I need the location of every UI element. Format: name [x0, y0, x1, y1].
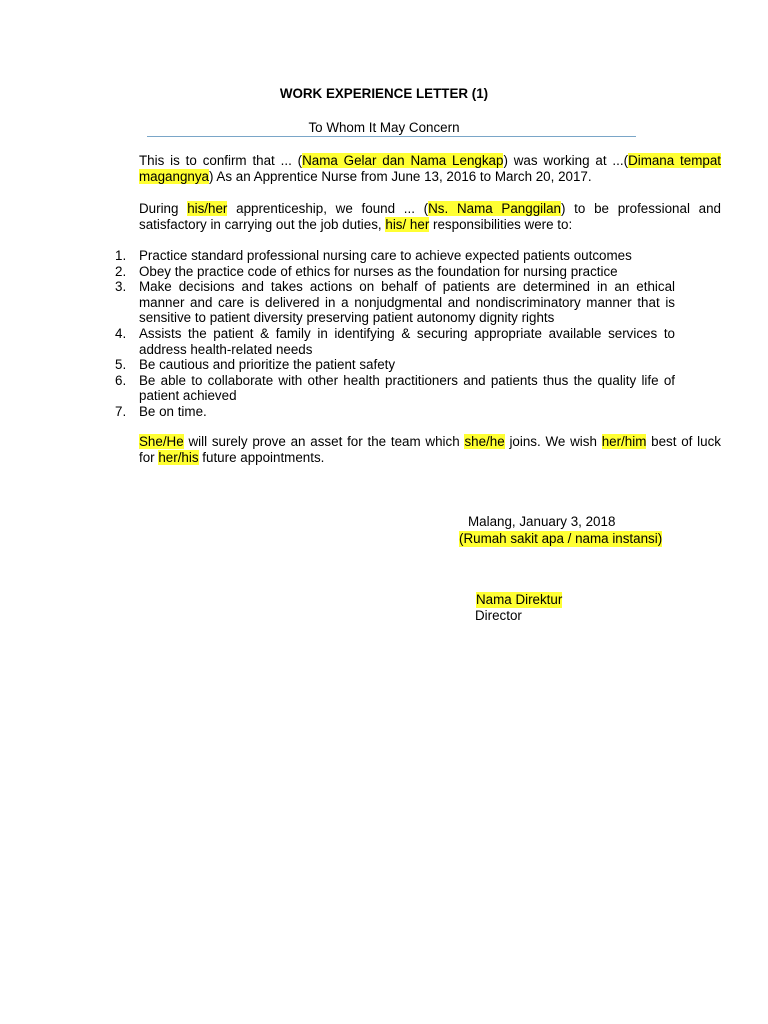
p2-text-1: During: [139, 201, 188, 216]
list-item-text: Obey the practice code of ethics for nurses as the foundation for nursing practice: [139, 263, 618, 279]
paragraph-confirmation: [93, 153, 721, 184]
list-item-text: Be on time.: [139, 403, 207, 419]
list-item-text: Assists the patient & family in identifying & securing appropriate available services to address health-related needs: [139, 325, 675, 357]
p3-text-1: will surely prove an asset for the team which: [183, 434, 465, 449]
p3-text-3: best of luck for: [139, 434, 721, 465]
paragraph-closing: [93, 434, 721, 465]
list-item: [93, 373, 675, 404]
p2-text-4: responsibilities were to:: [429, 216, 573, 232]
p1-text-1: This is to confirm that ... (: [139, 153, 303, 168]
list-item-number: 5.: [115, 357, 127, 373]
list-item: [93, 326, 675, 357]
duties-list: [93, 248, 675, 420]
signature-institution: (Rumah sakit apa / nama instansi): [459, 531, 663, 546]
list-item-text: Be cautious and prioritize the patient safety: [139, 357, 396, 373]
p1-text-3: ) As an Apprentice Nurse from June 13, 2016 to March 20, 2017.: [208, 168, 592, 184]
salutation: To Whom It May Concern: [308, 120, 460, 135]
list-item: [93, 357, 675, 373]
list-item-number: 2.: [115, 263, 127, 279]
placeholder-pronoun-she-he-2: she/he: [464, 434, 505, 449]
placeholder-pronoun-her-his: her/his: [158, 449, 199, 465]
placeholder-pronoun-his-her: his/her: [187, 201, 228, 216]
placeholder-nickname: Ns. Nama Panggilan: [428, 201, 561, 216]
p2-text-2: apprenticeship, we found ... (: [227, 201, 429, 216]
list-item-text: Be able to collaborate with other health practitioners and patients thus the quality life of patient achieved: [139, 372, 675, 404]
signature-director-role: Director: [475, 608, 522, 623]
letter-title: WORK EXPERIENCE LETTER (1): [279, 86, 489, 101]
p3-text-4: future appointments.: [198, 449, 325, 465]
signature-director-name: Nama Direktur: [476, 592, 563, 607]
list-item-number: 1.: [115, 248, 127, 263]
list-item-text: Make decisions and takes actions on behalf of patients are determined in an ethical manner and care is delivered in a nonjudgmental and nondiscriminatory manner that is sensitive to patient diversity preserving patient autonomy dignity rights: [139, 279, 675, 326]
list-item-text: Practice standard professional nursing care to achieve expected patients outcomes: [139, 248, 632, 263]
p3-text-2: joins. We wish: [504, 434, 602, 449]
p2-text-3: ) to be professional and satisfactory in carrying out the job duties,: [139, 201, 721, 232]
list-item-number: 6.: [115, 372, 127, 388]
list-item: [93, 264, 675, 280]
placeholder-pronoun-she-he: She/He: [139, 434, 184, 449]
placeholder-full-name: Nama Gelar dan Nama Lengkap: [302, 153, 504, 168]
list-item: [93, 279, 675, 326]
p1-text-2: ) was working at ...(: [503, 153, 629, 168]
placeholder-workplace: Dimana tempat magangnya: [139, 153, 721, 184]
salutation-underline: [147, 136, 636, 137]
placeholder-pronoun-his-her-2: his/ her: [385, 216, 430, 232]
placeholder-pronoun-her-him: her/him: [601, 434, 647, 449]
list-item-number: 3.: [115, 279, 127, 295]
paragraph-apprenticeship: [93, 201, 721, 232]
list-item-number: 7.: [115, 403, 127, 419]
list-item-number: 4.: [115, 325, 127, 341]
list-item: [93, 404, 675, 420]
signature-place-date: Malang, January 3, 2018: [468, 514, 616, 529]
list-item: [93, 248, 675, 264]
